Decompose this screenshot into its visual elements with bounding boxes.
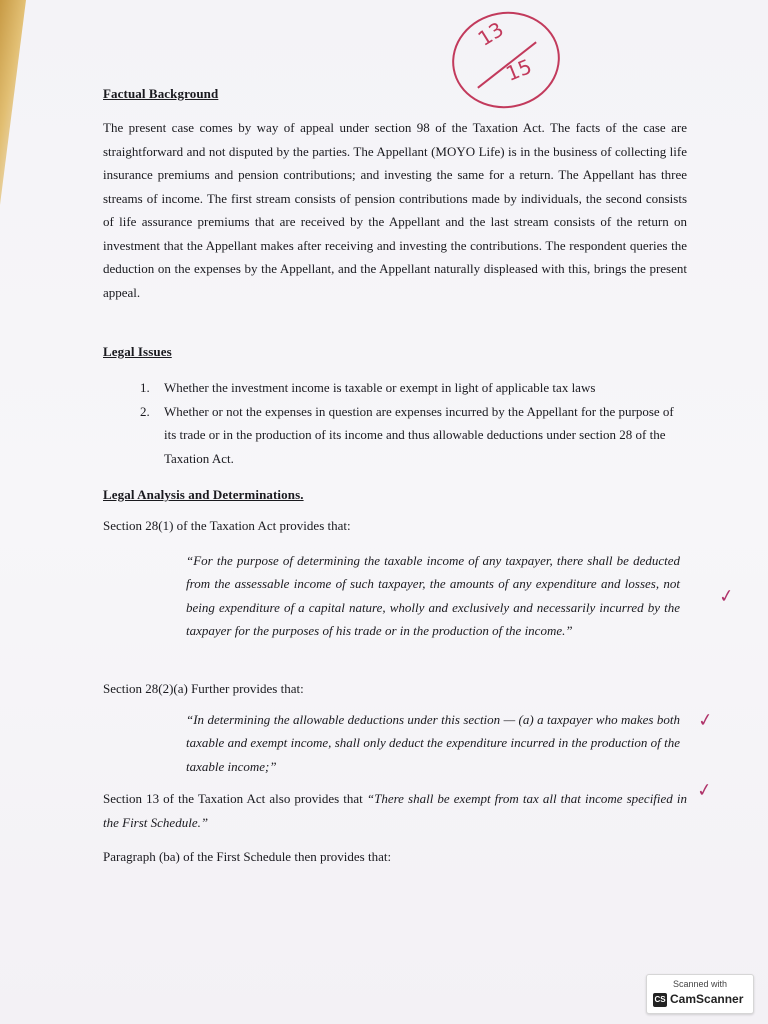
section-13-lead: Section 13 of the Taxation Act also provides that (103, 791, 367, 806)
factual-background-text: The present case comes by way of appeal under section 98 of the Taxation Act. The facts of the case are straightforward and not disputed by the parties. The Appellant (MOYO Life) is in the business of collecting life insurance premiums and pension contributions; and investing the same for a return. The Appellant has three streams of income. The first stream consists of pension contributions made by individuals, the second consists of life assurance premiums that are received by the Appellant and the last stream consists of the return on investment that the Appellant makes after receiving and investing the contributions. The respondent queries the deduction on the expenses by the Appellant, and the Appellant naturally displeased with this, brings the present appeal. (103, 120, 687, 300)
grade-total: 15 (502, 54, 536, 86)
paragraph-ba-intro: Paragraph (ba) of the First Schedule then provides that: (103, 849, 392, 864)
check-mark-icon: ✓ (717, 585, 736, 608)
camscanner-name: CamScanner (670, 992, 744, 1006)
legal-issues-heading: Legal Issues (103, 344, 172, 359)
list-item-number: 1. (140, 380, 150, 395)
section-13-text (103, 787, 687, 834)
section-28-2-quote: “In determining the allowable deductions under this section — (a) a taxpayer who makes both taxable and exempt income, shall only deduct the expenditure incurred in the production of the taxable income;” (186, 712, 680, 774)
legal-issues-list (140, 376, 680, 470)
scanned-with-label: Scanned with (672, 979, 728, 989)
check-mark-icon: ✓ (695, 779, 714, 802)
camscanner-logo-icon: CS (653, 993, 667, 1007)
section-13-quote: “There shall be exempt from tax all that income specified in the First Schedule.” (103, 791, 688, 830)
list-item-text: Whether the investment income is taxable or exempt in light of applicable tax laws (164, 380, 596, 395)
list-item-text: Whether or not the expenses in question are expenses incurred by the Appellant for the purpose of its trade or in the production of its income and thus allowable deductions under section 28 of the Taxation Act. (164, 403, 674, 466)
section-28-1-quote: “For the purpose of determining the taxable income of any taxpayer, there shall be deducted from the assessable income of such taxpayer, the amounts of any expenditure and losses, not being expenditure of a capital nature, wholly and exclusively and necessarily incurred by the taxpayer for the purposes of his trade or in the production of the income.” (186, 553, 680, 638)
section-28-1-intro: Section 28(1) of the Taxation Act provides that: (103, 518, 351, 533)
camscanner-badge (646, 974, 754, 1014)
grade-score: 13 (473, 17, 508, 51)
grade-circle (444, 3, 567, 116)
list-item-number: 2. (140, 403, 150, 419)
list-item (140, 376, 680, 400)
binder-edge (0, 0, 26, 205)
factual-background-heading: Factual Background (103, 86, 219, 101)
check-mark-icon: ✓ (696, 709, 715, 732)
section-28-2-intro: Section 28(2)(a) Further provides that: (103, 681, 304, 696)
legal-analysis-heading: Legal Analysis and Determinations. (103, 487, 304, 502)
list-item (140, 400, 680, 471)
